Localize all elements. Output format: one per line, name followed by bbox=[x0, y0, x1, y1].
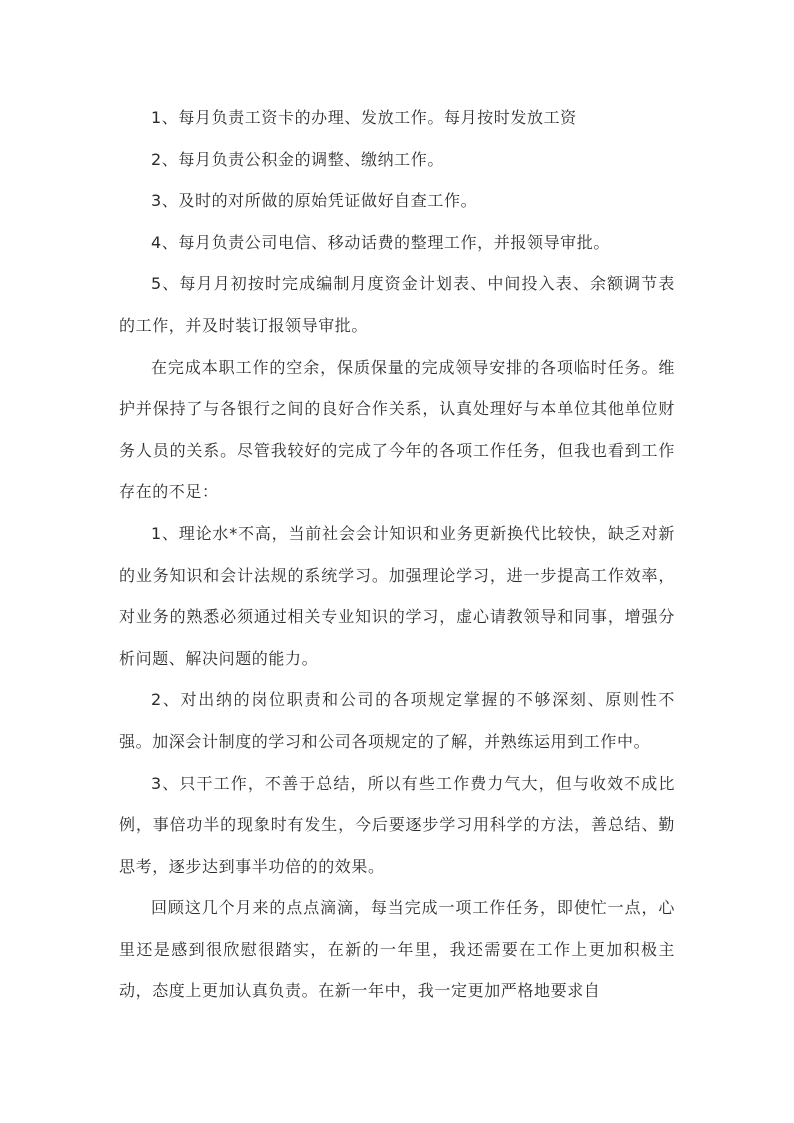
paragraph-duty-1: 1、每月负责工资卡的办理、发放工作。每月按时发放工资 bbox=[151, 108, 577, 127]
paragraph-reflection: 回顾这几个月来的点点滴滴，每当完成一项工作任务，即使忙一点，心里还是感到很欣慰很踏实，在新的一年里，我还需要在工作上更加积极主动，态度上更加认真负责。在新一年中，我一定更加严格地要求自 bbox=[119, 898, 675, 1001]
paragraph-duty-4: 4、每月负责公司电信、移动话费的整理工作，并报领导审批。 bbox=[151, 232, 610, 252]
paragraph-duty-5: 5、每月月初按时完成编制月度资金计划表、中间投入表、余额调节表的工作，并及时装订报领导审批。 bbox=[119, 274, 675, 335]
paragraph-shortcoming-3: 3、只干工作，不善于总结，所以有些工作费力气大，但与收效不成比例，事倍功半的现象时有发生，今后要逐步学习用科学的方法，善总结、勤思考，逐步达到事半功倍的的效果。 bbox=[119, 773, 675, 876]
paragraph-duty-3: 3、及时的对所做的原始凭证做好自查工作。 bbox=[151, 191, 478, 211]
paragraph-shortcoming-1: 1、理论水*不高，当前社会会计知识和业务更新换代比较快，缺乏对新的业务知识和会计法规的系统学习。加强理论学习，进一步提高工作效率，对业务的熟悉必须通过相关专业知识的学习，虚心请教领导和同事，增强分析问题、解决问题的能力。 bbox=[119, 523, 675, 668]
paragraph-shortcoming-2: 2、对出纳的岗位职责和公司的各项规定掌握的不够深刻、原则性不强。加深会计制度的学习和公司各项规定的了解，并熟练运用到工作中。 bbox=[119, 690, 675, 751]
paragraph-duty-2: 2、每月负责公积金的调整、缴纳工作。 bbox=[151, 149, 444, 169]
document-body bbox=[119, 97, 675, 1012]
paragraph-summary: 在完成本职工作的空余，保质保量的完成领导安排的各项临时任务。维护并保持了与各银行之间的良好合作关系，认真处理好与本单位其他单位财务人员的关系。尽管我较好的完成了今年的各项工作任务，但我也看到工作存在的不足： bbox=[119, 357, 675, 502]
